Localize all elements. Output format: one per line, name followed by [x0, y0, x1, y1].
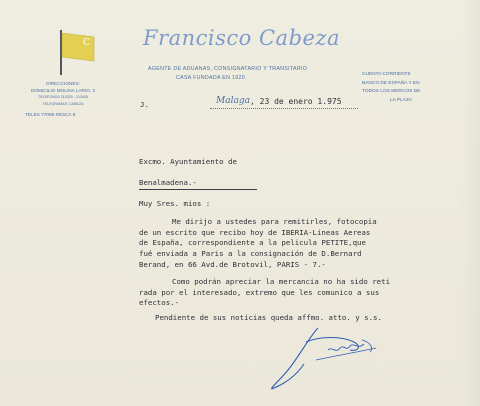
- telex-line: TELEX 77089 RESCA E: [25, 112, 76, 117]
- contact-line: TELEFONOS 213329 - 213405: [38, 95, 88, 99]
- salutation: Muy Sres. mios :: [139, 199, 211, 208]
- bank-line: LA PLAZA: [390, 97, 413, 103]
- bank-line: BANCO DE ESPAÑA Y EN: [362, 80, 420, 86]
- body-line: efectos.-: [139, 298, 180, 307]
- recipient-line2: Benalmadena.-: [139, 178, 197, 187]
- flag-logo: [58, 28, 98, 76]
- body-line: Me dirijo a ustedes para remitirles, fotocopia: [172, 217, 377, 226]
- bank-line: CUENTA CORRIENTE: [362, 72, 411, 77]
- signature: [258, 306, 408, 398]
- body-line: Berand, en 66 Avd.de Brotovil, PARIS - 7.-: [139, 259, 326, 269]
- body-line: Como podrán apreciar la mercancia no ha sido reti: [172, 277, 391, 286]
- company-name: Francisco Cabeza: [143, 26, 341, 50]
- date-underline: [210, 108, 358, 109]
- body-paragraph-2: [139, 277, 390, 309]
- body-line: rada por el interesado, extremo que les comunico a sus: [139, 287, 380, 297]
- reference-code: J.: [140, 100, 149, 109]
- contact-line: DOMICILIO MOLINA LARIO, 3: [30, 88, 96, 93]
- bank-line: TODOS LOS MERCOS DE: [362, 89, 421, 94]
- date-text: , 23 de enero 1.975: [250, 97, 342, 106]
- contact-block: [18, 80, 108, 108]
- company-founded: CASA FUNDADA EN 1920: [176, 75, 245, 81]
- page-edge-shadow: [460, 0, 480, 406]
- recipient-line1: Excmo. Ayuntamiento de: [139, 157, 237, 166]
- date-place: Malaga: [216, 96, 250, 106]
- body-line: de un escrito que recibo hoy de IBERIA-Lineas Aereas: [139, 227, 371, 237]
- body-line: fué enviada a Paris a la consignación de D.Bernard: [139, 249, 362, 259]
- contact-line: TELEGRAMAS: CABEZA: [42, 102, 84, 106]
- body-paragraph: [139, 217, 377, 271]
- recipient-underline: [139, 189, 257, 190]
- body-line: de España, correspondiente a la pelicula PETITE,que: [139, 238, 366, 248]
- contact-line: DIRECCIONES:: [46, 81, 80, 86]
- closing-line: Pendiente de sus noticias queda affmo. atto. y s.s.: [155, 313, 382, 322]
- company-tagline: AGENTE DE ADUANAS, CONSIGNATARIO Y TRANSITARIO: [148, 66, 308, 72]
- bank-block: [362, 71, 420, 105]
- flag-letter: C: [83, 38, 90, 48]
